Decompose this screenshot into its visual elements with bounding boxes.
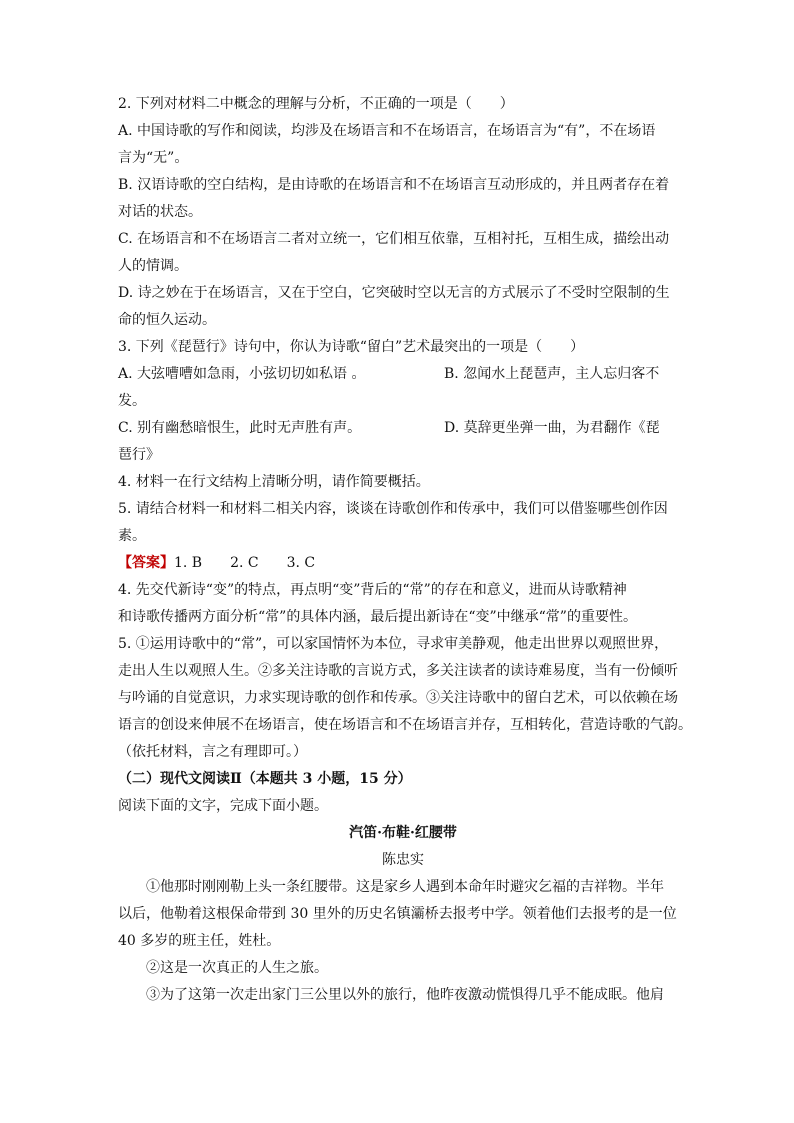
paragraph-2: ②这是一次真正的人生之旅。 xyxy=(146,960,328,976)
answer-line xyxy=(118,550,688,577)
answer-5: 5. ①运用诗歌中的“常”，可以家国情怀为本位，寻求审美静观，他走出世界以观照世界， xyxy=(118,636,669,652)
answer-5-cont-3: 语言的创设来伸展不在场语言，使在场语言和不在场语言并存，互相转化，营造诗歌的气韵。 xyxy=(118,717,692,733)
paragraph-1-cont-2: 40 多岁的班主任，姓杜。 xyxy=(118,933,281,949)
section-heading: （二）现代文阅读Ⅱ（本题共 3 小题，15 分） xyxy=(118,771,412,787)
answer-5-cont-2: 与吟诵的自觉意识，力求实现诗歌的创作和传承。③关注诗歌中的留白艺术，可以依赖在场 xyxy=(118,690,678,706)
answer-tag: 【答案】 xyxy=(118,555,174,571)
article-title: 汽笛·布鞋·红腰带 xyxy=(349,825,457,841)
q3-option-c: C. 别有幽愁暗恨生，此时无声胜有声。 xyxy=(118,420,362,436)
paragraph-1: ①他那时刚刚勒上头一条红腰带。这是家乡人遇到本命年时避灾乞福的吉祥物。半年 xyxy=(146,879,664,895)
q4-stem: 4. 材料一在行文结构上清晰分明，请作简要概括。 xyxy=(118,474,430,490)
document-page xyxy=(118,91,692,1009)
q2-option-b-cont: 对话的状态。 xyxy=(118,204,202,220)
q2-option-c-cont: 人的情调。 xyxy=(118,258,188,274)
q3-option-d: D. 莫辞更坐弹一曲，为君翻作《琵 xyxy=(444,420,660,436)
q3-options-row-2 xyxy=(118,415,688,442)
q2-option-a-cont: 言为“无”。 xyxy=(118,150,189,166)
q5-stem: 5. 请结合材料一和材料二相关内容，谈谈在诗歌创作和传承中，我们可以借鉴哪些创作因 xyxy=(118,501,668,517)
q2-stem: 2. 下列对材料二中概念的理解与分析，不正确的一项是（ ） xyxy=(118,96,514,112)
q3-option-d-cont: 琶行》 xyxy=(118,447,160,463)
q5-stem-cont: 素。 xyxy=(118,528,146,544)
q2-option-c: C. 在场语言和不在场语言二者对立统一，它们相互依靠，互相衬托，互相生成，描绘出动 xyxy=(118,231,670,247)
q2-option-a: A. 中国诗歌的写作和阅读，均涉及在场语言和不在场语言，在场语言为“有”，不在场语 xyxy=(118,123,656,139)
article-author: 陈忠实 xyxy=(382,852,424,868)
answer-4-cont: 和诗歌传播两方面分析“常”的具体内涵，最后提出新诗在“变”中继承“常”的重要性。 xyxy=(118,609,637,625)
answer-4: 4. 先交代新诗“变”的特点，再点明“变”背后的“常”的存在和意义，进而从诗歌精神 xyxy=(118,582,627,598)
answer-text: 1. B 2. C 3. C xyxy=(174,555,316,571)
q2-option-d-cont: 命的恒久运动。 xyxy=(118,312,216,328)
section-instruction: 阅读下面的文字，完成下面小题。 xyxy=(118,798,328,814)
paragraph-3: ③为了这第一次走出家门三公里以外的旅行，他昨夜激动慌惧得几乎不能成眠。他肩 xyxy=(146,987,664,1003)
q3-stem: 3. 下列《琵琶行》诗句中，你认为诗歌“留白”艺术最突出的一项是（ ） xyxy=(118,339,585,355)
q3-option-a: A. 大弦嘈嘈如急雨，小弦切切如私语 。 xyxy=(118,366,366,382)
q3-options-row-1 xyxy=(118,361,688,388)
q2-option-d: D. 诗之妙在于在场语言，又在于空白，它突破时空以无言的方式展示了不受时空限制的生 xyxy=(118,285,670,301)
paragraph-1-cont-1: 以后，他勒着这根保命带到 30 里外的历史名镇灞桥去报考中学。领着他们去报考的是一位 xyxy=(118,906,677,922)
q3-option-b-cont: 发。 xyxy=(118,393,146,409)
q2-option-b: B. 汉语诗歌的空白结构，是由诗歌的在场语言和不在场语言互动形成的，并且两者存在着 xyxy=(118,177,670,193)
answer-5-cont-4: （依托材料，言之有理即可。） xyxy=(118,744,307,760)
answer-5-cont-1: 走出人生以观照人生。②多关注诗歌的言说方式，多关注读者的读诗难易度，当有一份倾听 xyxy=(118,663,678,679)
q3-option-b: B. 忽闻水上琵琶声，主人忘归客不 xyxy=(444,366,660,382)
